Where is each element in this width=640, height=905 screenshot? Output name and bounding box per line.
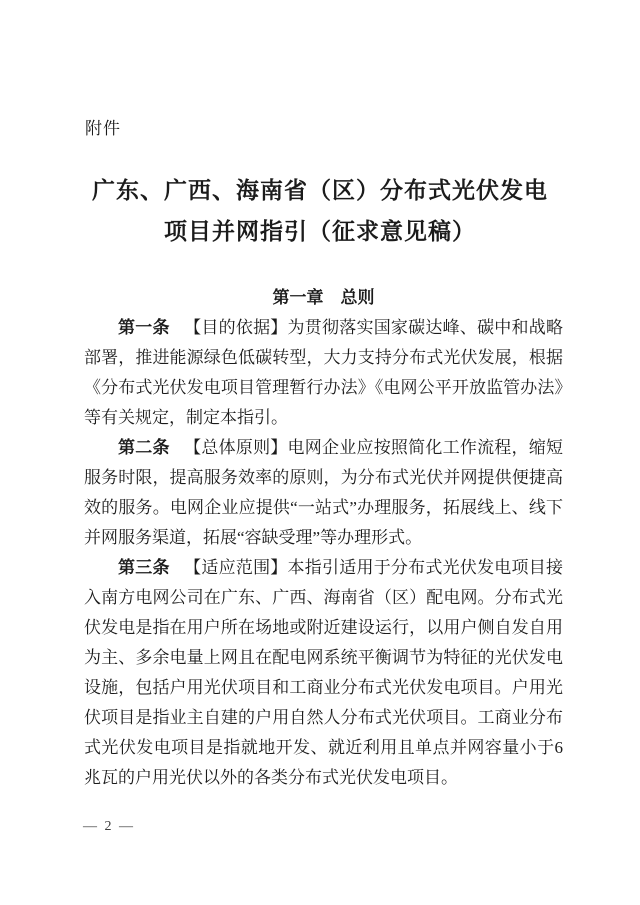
page-number: — 2 — <box>83 819 135 834</box>
document-title-line-1: 广东、广西、海南省（区）分布式光伏发电 <box>92 178 548 203</box>
article-2-text: 电网企业应按照简化工作流程，缩短服务时限，提高服务效率的原则，为分布式光伏并网提供便捷高效的服务。电网企业应提供“一站式”办理服务，拓展线上、线下并网服务渠道，拓展“容缺受理”等办理形式。 <box>84 438 564 547</box>
chapter-heading: 第一章 总则 <box>272 288 375 307</box>
article-1-number: 第一条 <box>118 318 170 337</box>
article-1-tag: 【目的依据】 <box>184 318 288 337</box>
attachment-label: 附件 <box>85 119 121 138</box>
article-paragraph-2 <box>84 433 563 553</box>
article-paragraph-3 <box>84 553 563 793</box>
document-body <box>84 283 563 793</box>
article-1-text: 为贯彻落实国家碳达峰、碳中和战略部署，推进能源绿色低碳转型，大力支持分布式光伏发展，根据《分布式光伏发电项目管理暂行办法》《电网公平开放监管办法》等有关规定，制定本指引。 <box>84 318 564 427</box>
article-2-tag: 【总体原则】 <box>184 438 288 457</box>
article-3-tag: 【适应范围】 <box>184 558 288 577</box>
document-title <box>0 170 640 252</box>
article-2-number: 第二条 <box>118 438 170 457</box>
document-title-line-2: 项目并网指引（征求意见稿） <box>164 219 476 244</box>
article-3-number: 第三条 <box>118 558 170 577</box>
article-paragraph-1 <box>84 313 563 433</box>
article-3-text: 本指引适用于分布式光伏发电项目接入南方电网公司在广东、广西、海南省（区）配电网。分布式光伏发电是指在用户所在场地或附近建设运行，以用户侧自发自用为主、多余电量上网且在配电网系统平衡调节为特征的光伏发电设施，包括户用光伏项目和工商业分布式光伏发电项目。户用光伏项目是指业主自建的户用自然人分布式光伏项目。工商业分布式光伏发电项目是指就地开发、就近利用且单点并网容量小于6兆瓦的户用光伏以外的各类分布式光伏发电项目。 <box>84 558 564 787</box>
